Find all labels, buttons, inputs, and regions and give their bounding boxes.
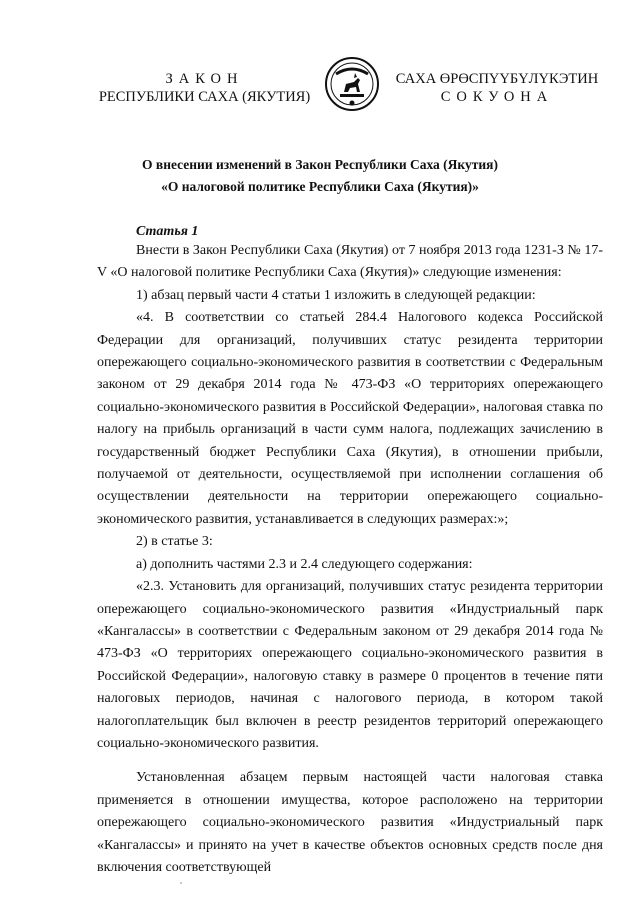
paragraph: а) дополнить частями 2.3 и 2.4 следующего содержания: bbox=[136, 556, 473, 572]
header-left-line1: ЗАКОН bbox=[165, 71, 244, 87]
title-line2: «О налоговой политике Республики Саха (Якутия)» bbox=[161, 179, 479, 194]
header-left-line2: РЕСПУБЛИКИ САХА (ЯКУТИЯ) bbox=[98, 89, 311, 105]
paragraph: 2) в статье 3: bbox=[136, 534, 213, 550]
paragraph: Установленная абзацем первым настоящей части налоговая ставка применяется в отношении имущества, которое расположено на территории опережающего социально-экономического развития «Индустриальный парк «Кангалассы» и принято на учет в качестве объектов основных средств после дня включения соответствующей bbox=[97, 770, 603, 875]
header-right-line2: СОКУОНА bbox=[440, 89, 554, 105]
document-title bbox=[100, 154, 540, 198]
header-right bbox=[392, 70, 602, 106]
scan-dot bbox=[180, 882, 182, 884]
header-right-line1: САХА ӨРӨСПҮҮБҮЛҮКЭТИН bbox=[395, 71, 599, 87]
paragraph: 1) абзац первый части 4 статьи 1 изложить в следующей редакции: bbox=[136, 287, 536, 303]
document-body bbox=[97, 240, 603, 879]
header-left bbox=[92, 70, 317, 106]
paragraph: «4. В соответствии со статьей 284.4 Налогового кодекса Российской Федерации для организаций, получивших статус резидента территории опережающего социально-экономического развития в соответствии с Федеральным законом от 29 декабря 2014 года № 473-ФЗ «О территориях опережающего социально-экономического развития в Российской Федерации», налоговая ставка по налогу на прибыль организаций в части сумм налога, подлежащих зачислению в государственный бюджет Республики Саха (Якутия), в отношении прибыли, получаемой от деятельности, осуществляемой при исполнении соглашения об осуществлении деятельности на территории опережающего социально-экономического развития, устанавливается в следующих размерах:»; bbox=[97, 310, 603, 527]
coat-of-arms-icon bbox=[324, 56, 380, 112]
title-line1: О внесении изменений в Закон Республики Саха (Якутия) bbox=[142, 157, 498, 172]
article-heading: Статья 1 bbox=[136, 224, 199, 239]
paragraph: Внести в Закон Республики Саха (Якутия) от 7 ноября 2013 года 1231-З № 17-V «О налоговой политике Республики Саха (Якутия)» следующие изменения: bbox=[97, 243, 603, 281]
paragraph: «2.3. Установить для организаций, получивших статус резидента территории опережающего социально-экономического развития «Индустриальный парк «Кангалассы» в соответствии с Федеральным законом от 29 декабря 2014 года № 473-ФЗ «О территориях опережающего социально-экономического развития в Российской Федерации», налоговую ставку в размере 0 процентов в течение пяти налоговых периодов, начиная с налогового периода, в котором такой налогоплательщик был включен в реестр резидентов территорий опережающего социально-экономического развития. bbox=[97, 579, 603, 751]
